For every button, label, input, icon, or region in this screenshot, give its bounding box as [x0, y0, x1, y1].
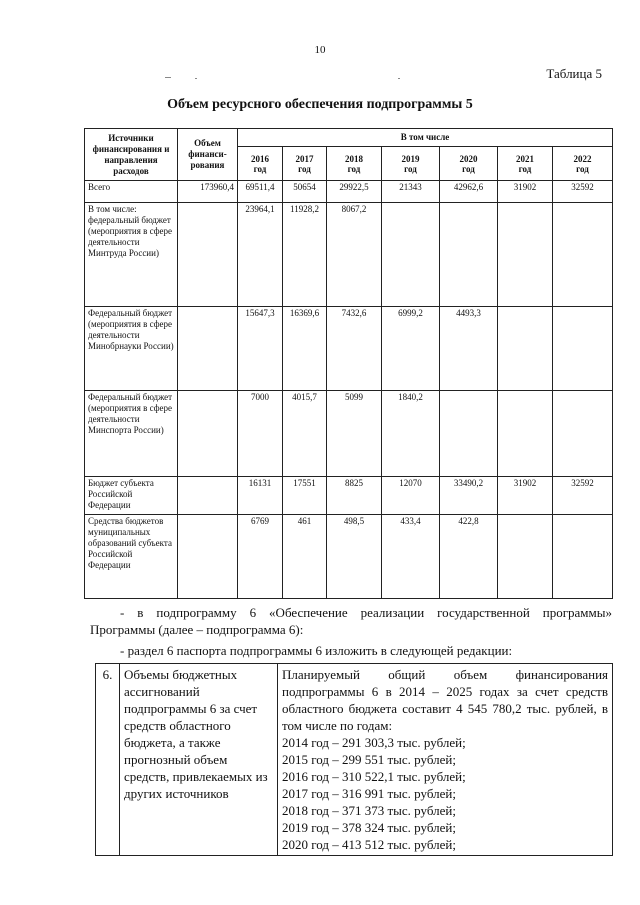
table-row — [85, 391, 613, 477]
cell-value: 17551 — [283, 477, 327, 515]
scan-speck — [165, 77, 171, 78]
header-year: 2019 год — [382, 147, 440, 181]
passport-year-line: 2016 год – 310 522,1 тыс. рублей; — [282, 769, 466, 784]
cell-value: 16131 — [238, 477, 283, 515]
cell-value — [498, 203, 553, 307]
cell-volume — [178, 477, 238, 515]
passport-intro: Планируемый общий объем финансирования подпрограммы 6 в 2014 – 2025 годах за счет средств областного бюджета составит 4 545 780,2 тыс. рублей, в том числе по годам: — [282, 667, 608, 733]
cell-value: 69511,4 — [238, 181, 283, 203]
header-year: 2022 год — [553, 147, 613, 181]
cell-value: 12070 — [382, 477, 440, 515]
cell-value: 32592 — [553, 181, 613, 203]
cell-volume — [178, 307, 238, 391]
page-number: 10 — [314, 44, 326, 56]
cell-value: 15647,3 — [238, 307, 283, 391]
table-row — [85, 477, 613, 515]
scan-speck — [398, 78, 400, 79]
cell-value: 1840,2 — [382, 391, 440, 477]
cell-source: В том числе: федеральный бюджет (мероприятия в сфере деятельности Минтруда России) — [85, 203, 178, 307]
header-year: 2020 год — [440, 147, 498, 181]
cell-value: 4015,7 — [283, 391, 327, 477]
cell-value — [553, 515, 613, 599]
cell-value: 461 — [283, 515, 327, 599]
cell-value: 23964,1 — [238, 203, 283, 307]
header-year: 2021 год — [498, 147, 553, 181]
finance-table — [84, 128, 613, 599]
cell-value — [440, 391, 498, 477]
cell-value: 433,4 — [382, 515, 440, 599]
cell-value — [498, 515, 553, 599]
cell-volume — [178, 391, 238, 477]
cell-value — [553, 391, 613, 477]
cell-value: 31902 — [498, 477, 553, 515]
cell-value — [498, 307, 553, 391]
cell-value: 8825 — [327, 477, 382, 515]
header-source: Источники финансирования и направления расходов — [85, 129, 178, 181]
table-label: Таблица 5 — [546, 66, 602, 81]
cell-value: 6769 — [238, 515, 283, 599]
passport-table — [95, 663, 613, 856]
cell-value: 5099 — [327, 391, 382, 477]
passport-year-line: 2018 год – 371 373 тыс. рублей; — [282, 803, 456, 818]
cell-value: 42962,6 — [440, 181, 498, 203]
header-year: 2018 год — [327, 147, 382, 181]
cell-source: Средства бюджетов муниципальных образований субъекта Российской Федерации — [85, 515, 178, 599]
passport-year-line: 2020 год – 413 512 тыс. рублей; — [282, 837, 456, 852]
table-row — [85, 203, 613, 307]
header-in-total: В том числе — [238, 129, 613, 147]
cell-source: Бюджет субъекта Российской Федерации — [85, 477, 178, 515]
passport-left-text: Объемы бюджетных ассигнований подпрограммы 6 за счет средств областного бюджета, а также прогнозный объем средств, привлекаемых из других источников — [120, 664, 278, 856]
cell-volume: 173960,4 — [178, 181, 238, 203]
passport-right-cell — [278, 664, 613, 856]
cell-value — [440, 203, 498, 307]
table-row — [85, 515, 613, 599]
cell-source: Федеральный бюджет (мероприятия в сфере деятельности Минспорта России) — [85, 391, 178, 477]
paragraph-subprogram-6: - в подпрограмму 6 «Обеспечение реализации государственной программы» — [120, 605, 612, 620]
cell-value — [553, 203, 613, 307]
table-row — [85, 307, 613, 391]
cell-value: 4493,3 — [440, 307, 498, 391]
scan-speck — [195, 78, 197, 79]
cell-value: 33490,2 — [440, 477, 498, 515]
cell-value: 21343 — [382, 181, 440, 203]
cell-value: 29922,5 — [327, 181, 382, 203]
cell-value: 7432,6 — [327, 307, 382, 391]
cell-value: 11928,2 — [283, 203, 327, 307]
passport-year-line: 2019 год – 378 324 тыс. рублей; — [282, 820, 456, 835]
passport-year-line: 2017 год – 316 991 тыс. рублей; — [282, 786, 456, 801]
passport-year-line: 2015 год – 299 551 тыс. рублей; — [282, 752, 456, 767]
passport-year-line: 2014 год – 291 303,3 тыс. рублей; — [282, 735, 466, 750]
cell-value — [382, 203, 440, 307]
cell-value: 8067,2 — [327, 203, 382, 307]
cell-value: 31902 — [498, 181, 553, 203]
header-volume: Объем финанси-рования — [178, 129, 238, 181]
cell-value — [498, 391, 553, 477]
cell-volume — [178, 203, 238, 307]
table-title: Объем ресурсного обеспечения подпрограммы 5 — [167, 97, 473, 112]
cell-value: 32592 — [553, 477, 613, 515]
cell-value: 6999,2 — [382, 307, 440, 391]
cell-value: 498,5 — [327, 515, 382, 599]
paragraph-section-6: - раздел 6 паспорта подпрограммы 6 изложить в следующей редакции: — [120, 643, 513, 658]
header-year: 2017 год — [283, 147, 327, 181]
cell-value: 50654 — [283, 181, 327, 203]
cell-value: 422,8 — [440, 515, 498, 599]
cell-source: Федеральный бюджет (мероприятия в сфере деятельности Минобрнауки России) — [85, 307, 178, 391]
cell-source: Всего — [85, 181, 178, 203]
passport-number: 6. — [96, 664, 120, 856]
cell-volume — [178, 515, 238, 599]
cell-value — [553, 307, 613, 391]
cell-value: 7000 — [238, 391, 283, 477]
cell-value: 16369,6 — [283, 307, 327, 391]
paragraph-subprogram-6-cont: Программы (далее – подпрограмма 6): — [90, 622, 304, 637]
header-year: 2016 год — [238, 147, 283, 181]
table-row — [85, 181, 613, 203]
